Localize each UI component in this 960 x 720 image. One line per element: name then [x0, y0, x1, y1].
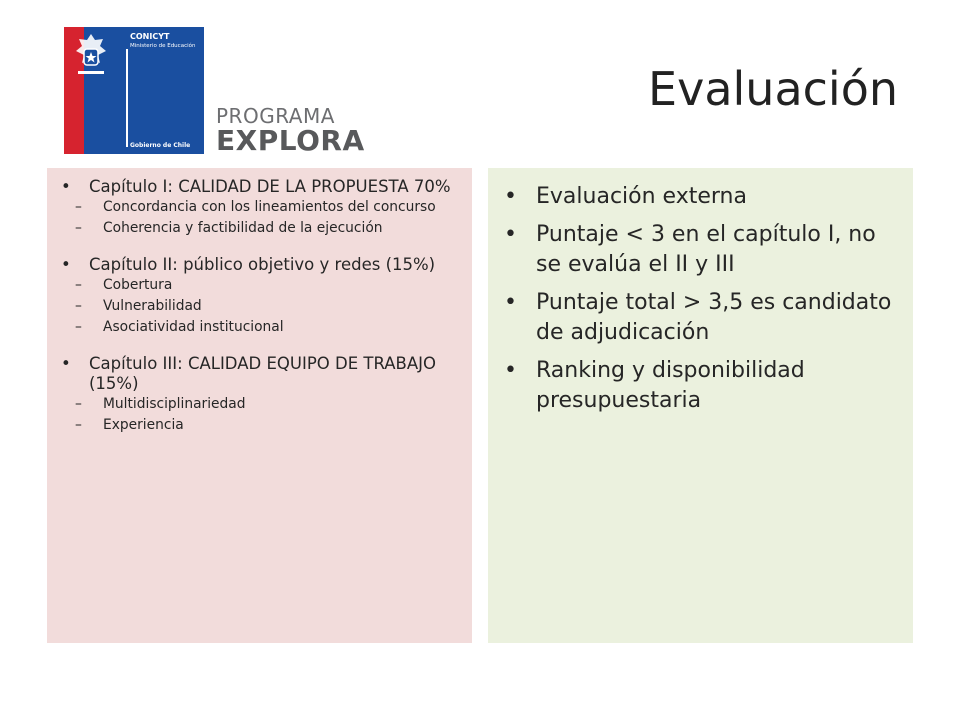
criteria-subitem [65, 199, 462, 216]
criteria-item [59, 177, 462, 237]
criteria-sublist [75, 199, 462, 237]
criteria-subitem [65, 220, 462, 237]
criteria-subitem-label: Asociatividad institucional [103, 319, 284, 335]
criteria-item-label: Capítulo II: público objetivo y redes (15%) [89, 255, 436, 274]
bullet-icon: • [61, 177, 71, 196]
bullet-icon: • [61, 354, 71, 373]
process-item [500, 356, 903, 416]
criteria-subitem-label: Coherencia y factibilidad de la ejecución [103, 220, 383, 236]
logo-divider [126, 49, 128, 147]
process-panel [488, 168, 913, 643]
process-item [500, 220, 903, 280]
criteria-subitem-label: Cobertura [103, 277, 173, 293]
criteria-subitem-label: Concordancia con los lineamientos del concurso [103, 199, 436, 215]
process-item-label: Puntaje < 3 en el capítulo I, no se evalúa el II y III [536, 222, 876, 277]
dash-icon: – [75, 396, 82, 412]
logo-government: Gobierno de Chile [130, 142, 191, 149]
coat-of-arms-icon [70, 31, 112, 79]
program-label-top: PROGRAMA [216, 104, 335, 128]
process-item-label: Ranking y disponibilidad presupuestaria [536, 358, 805, 413]
criteria-sublist [75, 277, 462, 336]
bullet-icon: • [504, 290, 517, 315]
bullet-icon: • [61, 255, 71, 274]
bullet-icon: • [504, 184, 517, 209]
bullet-icon: • [504, 222, 517, 247]
process-list [488, 168, 913, 416]
logo-org-name: CONICYT [130, 32, 170, 41]
criteria-subitem [65, 319, 462, 336]
dash-icon: – [75, 277, 82, 293]
criteria-sublist [75, 396, 462, 434]
dash-icon: – [75, 319, 82, 335]
criteria-subitem-label: Experiencia [103, 417, 184, 433]
criteria-subitem-label: Vulnerabilidad [103, 298, 202, 314]
process-item-label: Evaluación externa [536, 184, 747, 209]
dash-icon: – [75, 417, 82, 433]
dash-icon: – [75, 298, 82, 314]
criteria-panel [47, 168, 472, 643]
criteria-subitem [65, 298, 462, 315]
process-item-label: Puntaje total > 3,5 es candidato de adjudicación [536, 290, 892, 345]
criteria-item-label: Capítulo III: CALIDAD EQUIPO DE TRABAJO (15%) [89, 354, 436, 393]
slide-title: Evaluación [648, 62, 898, 116]
criteria-item-label: Capítulo I: CALIDAD DE LA PROPUESTA 70% [89, 177, 451, 196]
process-item [500, 288, 903, 348]
criteria-subitem [65, 277, 462, 294]
bullet-icon: • [504, 358, 517, 383]
dash-icon: – [75, 220, 82, 236]
criteria-subitem [65, 396, 462, 413]
process-item [500, 182, 903, 212]
conicyt-logo [64, 27, 204, 154]
criteria-subitem-label: Multidisciplinariedad [103, 396, 246, 412]
criteria-item [59, 354, 462, 434]
criteria-subitem [65, 417, 462, 434]
criteria-list [47, 168, 472, 434]
dash-icon: – [75, 199, 82, 215]
logo-ministry: Ministerio de Educación [130, 43, 196, 49]
criteria-item [59, 255, 462, 336]
program-label-bottom: EXPLORA [216, 124, 365, 157]
